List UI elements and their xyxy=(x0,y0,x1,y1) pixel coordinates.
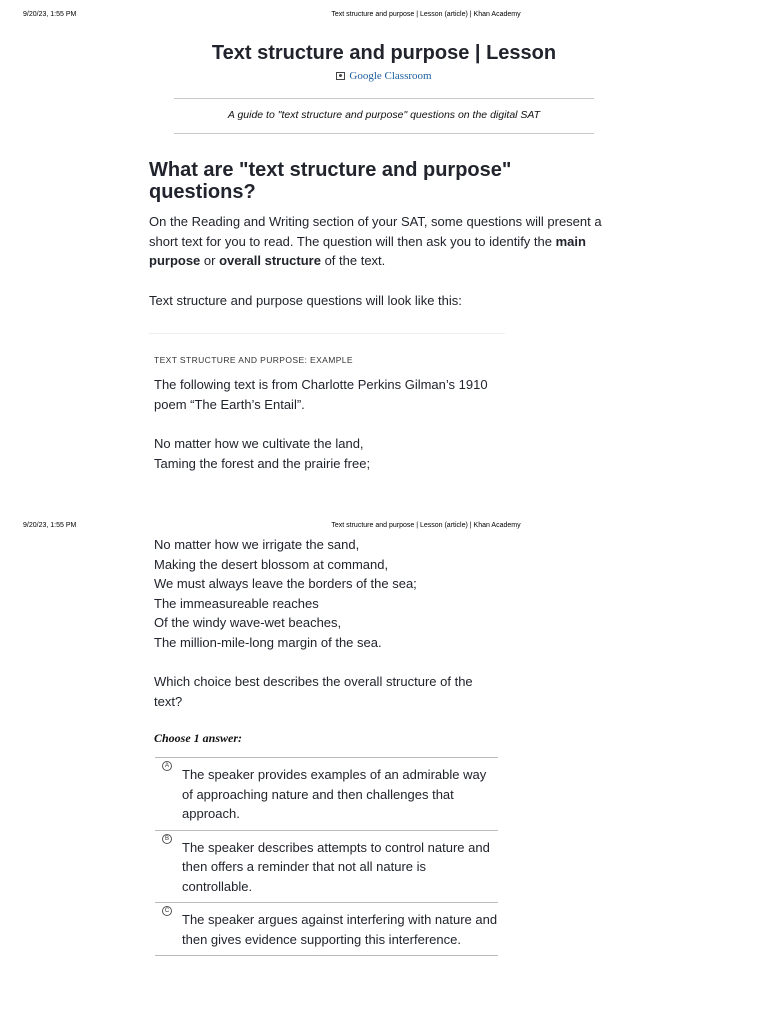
google-classroom-link[interactable] xyxy=(0,70,768,82)
page-title: Text structure and purpose | Lesson xyxy=(211,42,557,64)
divider xyxy=(174,133,594,134)
divider xyxy=(174,98,594,99)
poem-line: The immeasureable reaches xyxy=(154,595,319,611)
intro-text: of the text. xyxy=(320,253,386,268)
article-subtitle: A guide to "text structure and purpose" questions on the digital SAT xyxy=(227,109,541,121)
intro-paragraph xyxy=(149,212,619,271)
question-prompt: Which choice best describes the overall structure of the text? xyxy=(154,674,473,709)
print-page-title: Text structure and purpose | Lesson (article) | Khan Academy xyxy=(331,522,521,529)
radio-a-icon[interactable]: A xyxy=(162,761,172,771)
lead-in-paragraph: Text structure and purpose questions will look like this: xyxy=(149,293,462,308)
example-intro: The following text is from Charlotte Perkins Gilman’s 1910 poem “The Earth’s Entail”. xyxy=(154,377,488,412)
answer-choice-text: The speaker provides examples of an admirable way of approaching nature and then challenges that approach. xyxy=(182,767,487,821)
answer-choices xyxy=(155,757,498,956)
emphasis-overall-structure: overall structure xyxy=(219,253,321,268)
intro-text: On the Reading and Writing section of your SAT, some questions will present a short text for you to read. The question will then ask you to identify the xyxy=(149,214,602,249)
answer-choice-c[interactable] xyxy=(155,902,498,956)
choose-answer-label: Choose 1 answer: xyxy=(154,731,243,745)
section-heading: What are "text structure and purpose" questions? xyxy=(149,159,512,203)
answer-choice-a[interactable] xyxy=(155,757,498,830)
poem-line: Making the desert blossom at command, xyxy=(154,556,389,572)
radio-c-icon[interactable]: C xyxy=(162,906,172,916)
print-header xyxy=(0,11,768,23)
answer-choice-text: The speaker describes attempts to control nature and then offers a reminder that not all nature is controllable. xyxy=(182,839,490,894)
poem-line: No matter how we irrigate the sand, xyxy=(154,537,360,552)
example-label: TEXT STRUCTURE AND PURPOSE: EXAMPLE xyxy=(154,355,353,365)
radio-b-icon[interactable]: B xyxy=(162,834,172,844)
print-page-title: Text structure and purpose | Lesson (article) | Khan Academy xyxy=(331,11,521,18)
google-classroom-label: Google Classroom xyxy=(349,70,432,82)
poem-line: The million-mile-long margin of the sea. xyxy=(154,634,382,650)
answer-choice-text: The speaker argues against interfering with nature and then gives evidence supporting this interference. xyxy=(182,912,498,947)
google-classroom-icon xyxy=(336,72,345,80)
print-header xyxy=(0,522,768,534)
print-timestamp: 9/20/23, 1:55 PM xyxy=(23,522,77,529)
poem-line: No matter how we cultivate the land, xyxy=(154,436,364,451)
poem-line: Of the windy wave-wet beaches, xyxy=(154,615,342,630)
example-separator xyxy=(149,333,505,334)
poem-line: Taming the forest and the prairie free; xyxy=(154,455,371,471)
poem-stanza-part-1 xyxy=(154,434,514,473)
emphasis-main-purpose: main purpose xyxy=(149,233,586,268)
answer-choice-b[interactable] xyxy=(155,830,498,903)
poem-stanza-part-2 xyxy=(154,535,514,652)
intro-text: or xyxy=(200,253,220,268)
poem-line: We must always leave the borders of the sea; xyxy=(154,576,417,591)
print-timestamp: 9/20/23, 1:55 PM xyxy=(23,11,77,18)
